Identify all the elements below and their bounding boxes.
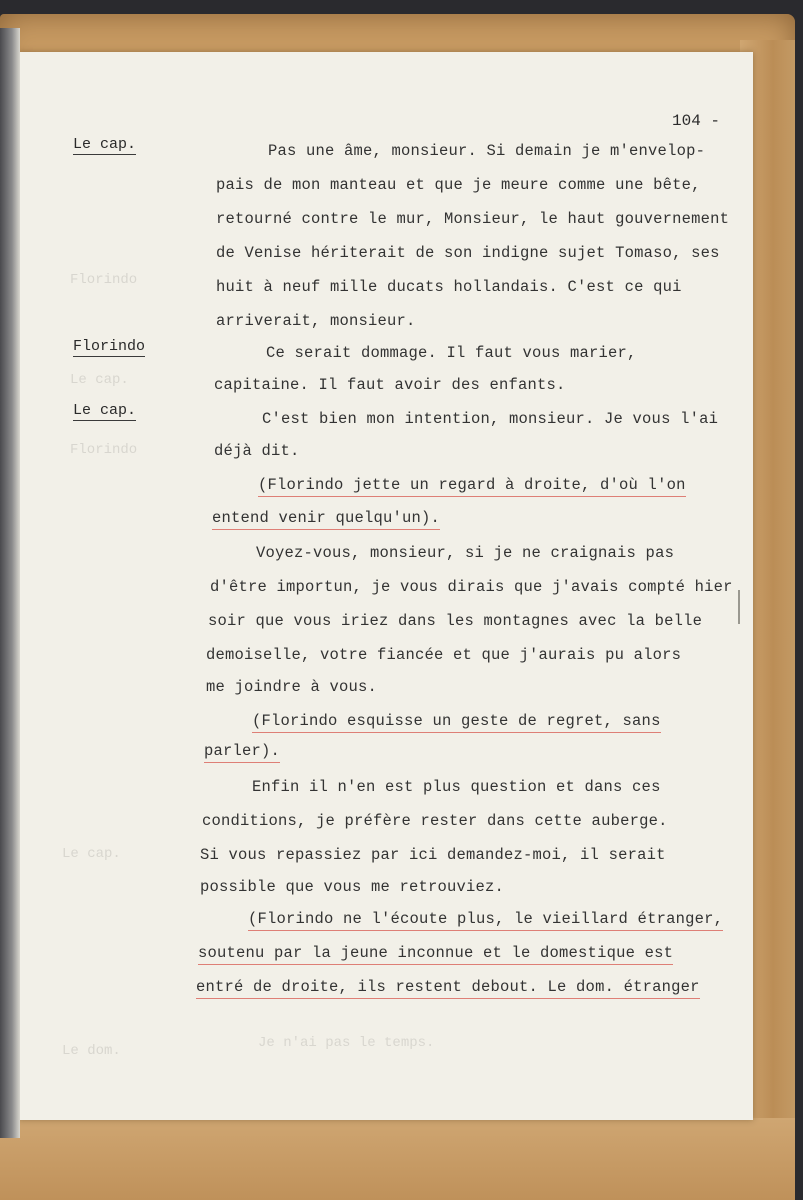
text-line: possible que vous me retrouviez. — [200, 878, 505, 896]
text-line: de Venise hériterait de son indigne sujet Tomaso, ses — [216, 244, 720, 262]
text-line: arriverait, monsieur. — [216, 312, 416, 330]
bleed-text: Le cap. — [70, 372, 129, 388]
margin-tick-mark — [738, 590, 740, 624]
stage-direction-line: (Florindo ne l'écoute plus, le vieillard étranger, — [248, 910, 723, 931]
bleed-text: Florindo — [70, 272, 138, 288]
text-line: d'être importun, je vous dirais que j'avais compté hier — [210, 578, 733, 596]
binding-spine — [0, 28, 20, 1138]
speaker-florindo: Florindo — [73, 338, 146, 355]
text-line: Pas une âme, monsieur. Si demain je m'envelop- — [268, 142, 706, 160]
text-line: soir que vous iriez dans les montagnes avec la belle — [208, 612, 703, 630]
text-line: capitaine. Il faut avoir des enfants. — [214, 376, 566, 394]
text-line: Ce serait dommage. Il faut vous marier, — [266, 344, 637, 362]
text-line: me joindre à vous. — [206, 678, 378, 696]
text-line: C'est bien mon intention, monsieur. Je vous l'ai — [262, 410, 719, 428]
stage-direction-line: parler). — [204, 742, 280, 763]
text-line: conditions, je préfère rester dans cette auberge. — [202, 812, 668, 830]
stage-direction-line: soutenu par la jeune inconnue et le domestique est — [198, 944, 673, 965]
text-line: huit à neuf mille ducats hollandais. C'est ce qui — [216, 278, 682, 296]
speaker-le-cap: Le cap. — [73, 402, 137, 419]
text-line: pais de mon manteau et que je meure comme une bête, — [216, 176, 701, 194]
text-line: Si vous repassiez par ici demandez-moi, il serait — [200, 846, 666, 864]
stage-direction-line: entré de droite, ils restent debout. Le dom. étranger — [196, 978, 700, 999]
bleed-text: Je n'ai pas le temps. — [258, 1035, 435, 1051]
stage-direction-line: (Florindo jette un regard à droite, d'où l'on — [258, 476, 686, 497]
speaker-le-cap: Le cap. — [73, 136, 137, 153]
bleed-text: Le dom. — [62, 1043, 121, 1059]
text-line: Enfin il n'en est plus question et dans ces — [252, 778, 661, 796]
bleed-text: Le cap. — [62, 846, 121, 862]
bleed-text: Florindo — [70, 442, 138, 458]
text-line: Voyez-vous, monsieur, si je ne craignais pas — [256, 544, 675, 562]
backing-bottom-edge — [0, 1118, 795, 1200]
text-line: retourné contre le mur, Monsieur, le haut gouvernement — [216, 210, 730, 228]
stage-direction-line: (Florindo esquisse un geste de regret, sans — [252, 712, 661, 733]
page-number: 104 - — [672, 112, 721, 130]
stage-direction-line: entend venir quelqu'un). — [212, 509, 440, 530]
text-line: déjà dit. — [214, 442, 300, 460]
text-line: demoiselle, votre fiancée et que j'aurais pu alors — [206, 646, 682, 664]
